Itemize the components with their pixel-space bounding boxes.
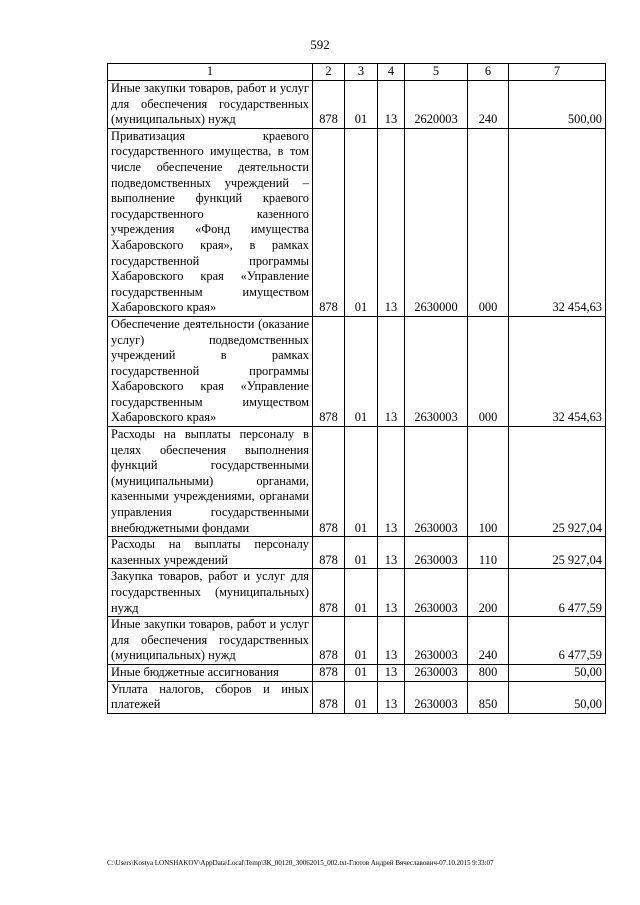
table-row <box>108 569 606 617</box>
table-row <box>108 427 606 537</box>
section-code: 01 <box>345 569 378 617</box>
row-description: Расходы на выплаты персоналу в целях обеспечения выполнения функций государственными (муниципальными) органами, казенными учреждениями, органами управления государственными внебюджетными фондами <box>108 427 313 537</box>
amount: 50,00 <box>509 664 606 681</box>
section-code: 01 <box>345 316 378 426</box>
amount: 32 454,63 <box>509 128 606 316</box>
expense-type-code: 100 <box>468 427 509 537</box>
subsection-code: 13 <box>378 569 405 617</box>
ministry-code: 878 <box>313 537 345 569</box>
expense-type-code: 240 <box>468 617 509 665</box>
row-description: Расходы на выплаты персоналу казенных учреждений <box>108 537 313 569</box>
expense-type-code: 800 <box>468 664 509 681</box>
section-code: 01 <box>345 681 378 713</box>
subsection-code: 13 <box>378 316 405 426</box>
column-header: 3 <box>345 64 378 81</box>
ministry-code: 878 <box>313 681 345 713</box>
subsection-code: 13 <box>378 681 405 713</box>
table-row <box>108 316 606 426</box>
target-code: 2630003 <box>405 681 468 713</box>
section-code: 01 <box>345 427 378 537</box>
target-code: 2630000 <box>405 128 468 316</box>
expense-type-code: 850 <box>468 681 509 713</box>
column-header: 6 <box>468 64 509 81</box>
file-path-footer: C:\Users\Kostya LONSHAKOV\AppData\Local\Temp\ЗК_00120_30062015_002.txt-Глотов Андрей Вячеславович-07.10.2015 9:33:07 <box>107 859 494 867</box>
subsection-code: 13 <box>378 664 405 681</box>
ministry-code: 878 <box>313 316 345 426</box>
row-description: Иные закупки товаров, работ и услуг для обеспечения государственных (муниципальных) нужд <box>108 617 313 665</box>
target-code: 2630003 <box>405 664 468 681</box>
ministry-code: 878 <box>313 664 345 681</box>
row-description: Иные бюджетные ассигнования <box>108 664 313 681</box>
table-row <box>108 664 606 681</box>
amount: 6 477,59 <box>509 569 606 617</box>
header-row <box>108 64 606 81</box>
amount: 25 927,04 <box>509 537 606 569</box>
amount: 500,00 <box>509 81 606 129</box>
expense-type-code: 200 <box>468 569 509 617</box>
ministry-code: 878 <box>313 569 345 617</box>
page-number: 592 <box>310 37 330 52</box>
column-header: 2 <box>313 64 345 81</box>
expense-type-code: 000 <box>468 316 509 426</box>
column-header: 5 <box>405 64 468 81</box>
target-code: 2630003 <box>405 617 468 665</box>
subsection-code: 13 <box>378 427 405 537</box>
amount: 50,00 <box>509 681 606 713</box>
row-description: Иные закупки товаров, работ и услуг для обеспечения государственных (муниципальных) нужд <box>108 81 313 129</box>
subsection-code: 13 <box>378 617 405 665</box>
subsection-code: 13 <box>378 81 405 129</box>
amount: 25 927,04 <box>509 427 606 537</box>
column-header: 7 <box>509 64 606 81</box>
table-row <box>108 617 606 665</box>
section-code: 01 <box>345 617 378 665</box>
ministry-code: 878 <box>313 128 345 316</box>
section-code: 01 <box>345 128 378 316</box>
target-code: 2630003 <box>405 569 468 617</box>
expense-type-code: 110 <box>468 537 509 569</box>
table-row <box>108 128 606 316</box>
column-header: 4 <box>378 64 405 81</box>
subsection-code: 13 <box>378 128 405 316</box>
section-code: 01 <box>345 81 378 129</box>
target-code: 2630003 <box>405 316 468 426</box>
amount: 6 477,59 <box>509 617 606 665</box>
section-code: 01 <box>345 537 378 569</box>
expense-type-code: 000 <box>468 128 509 316</box>
table-row <box>108 537 606 569</box>
expense-type-code: 240 <box>468 81 509 129</box>
table-row <box>108 681 606 713</box>
budget-table <box>107 63 606 714</box>
ministry-code: 878 <box>313 617 345 665</box>
ministry-code: 878 <box>313 81 345 129</box>
row-description: Уплата налогов, сборов и иных платежей <box>108 681 313 713</box>
subsection-code: 13 <box>378 537 405 569</box>
amount: 32 454,63 <box>509 316 606 426</box>
ministry-code: 878 <box>313 427 345 537</box>
target-code: 2620003 <box>405 81 468 129</box>
row-description: Приватизация краевого государственного имущества, в том числе обеспечение деятельности подведомственных учреждений – выполнение функций краевого государственного казенного учреждения «Фонд имущества Хабаровского края», в рамках государственной программы Хабаровского края «Управление государственным имуществом Хабаровского края» <box>108 128 313 316</box>
section-code: 01 <box>345 664 378 681</box>
target-code: 2630003 <box>405 427 468 537</box>
row-description: Закупка товаров, работ и услуг для государственных (муниципальных) нужд <box>108 569 313 617</box>
table-row <box>108 81 606 129</box>
column-header: 1 <box>108 64 313 81</box>
target-code: 2630003 <box>405 537 468 569</box>
row-description: Обеспечение деятельности (оказание услуг) подведомственных учреждений в рамках государственной программы Хабаровского края «Управление государственным имуществом Хабаровского края» <box>108 316 313 426</box>
